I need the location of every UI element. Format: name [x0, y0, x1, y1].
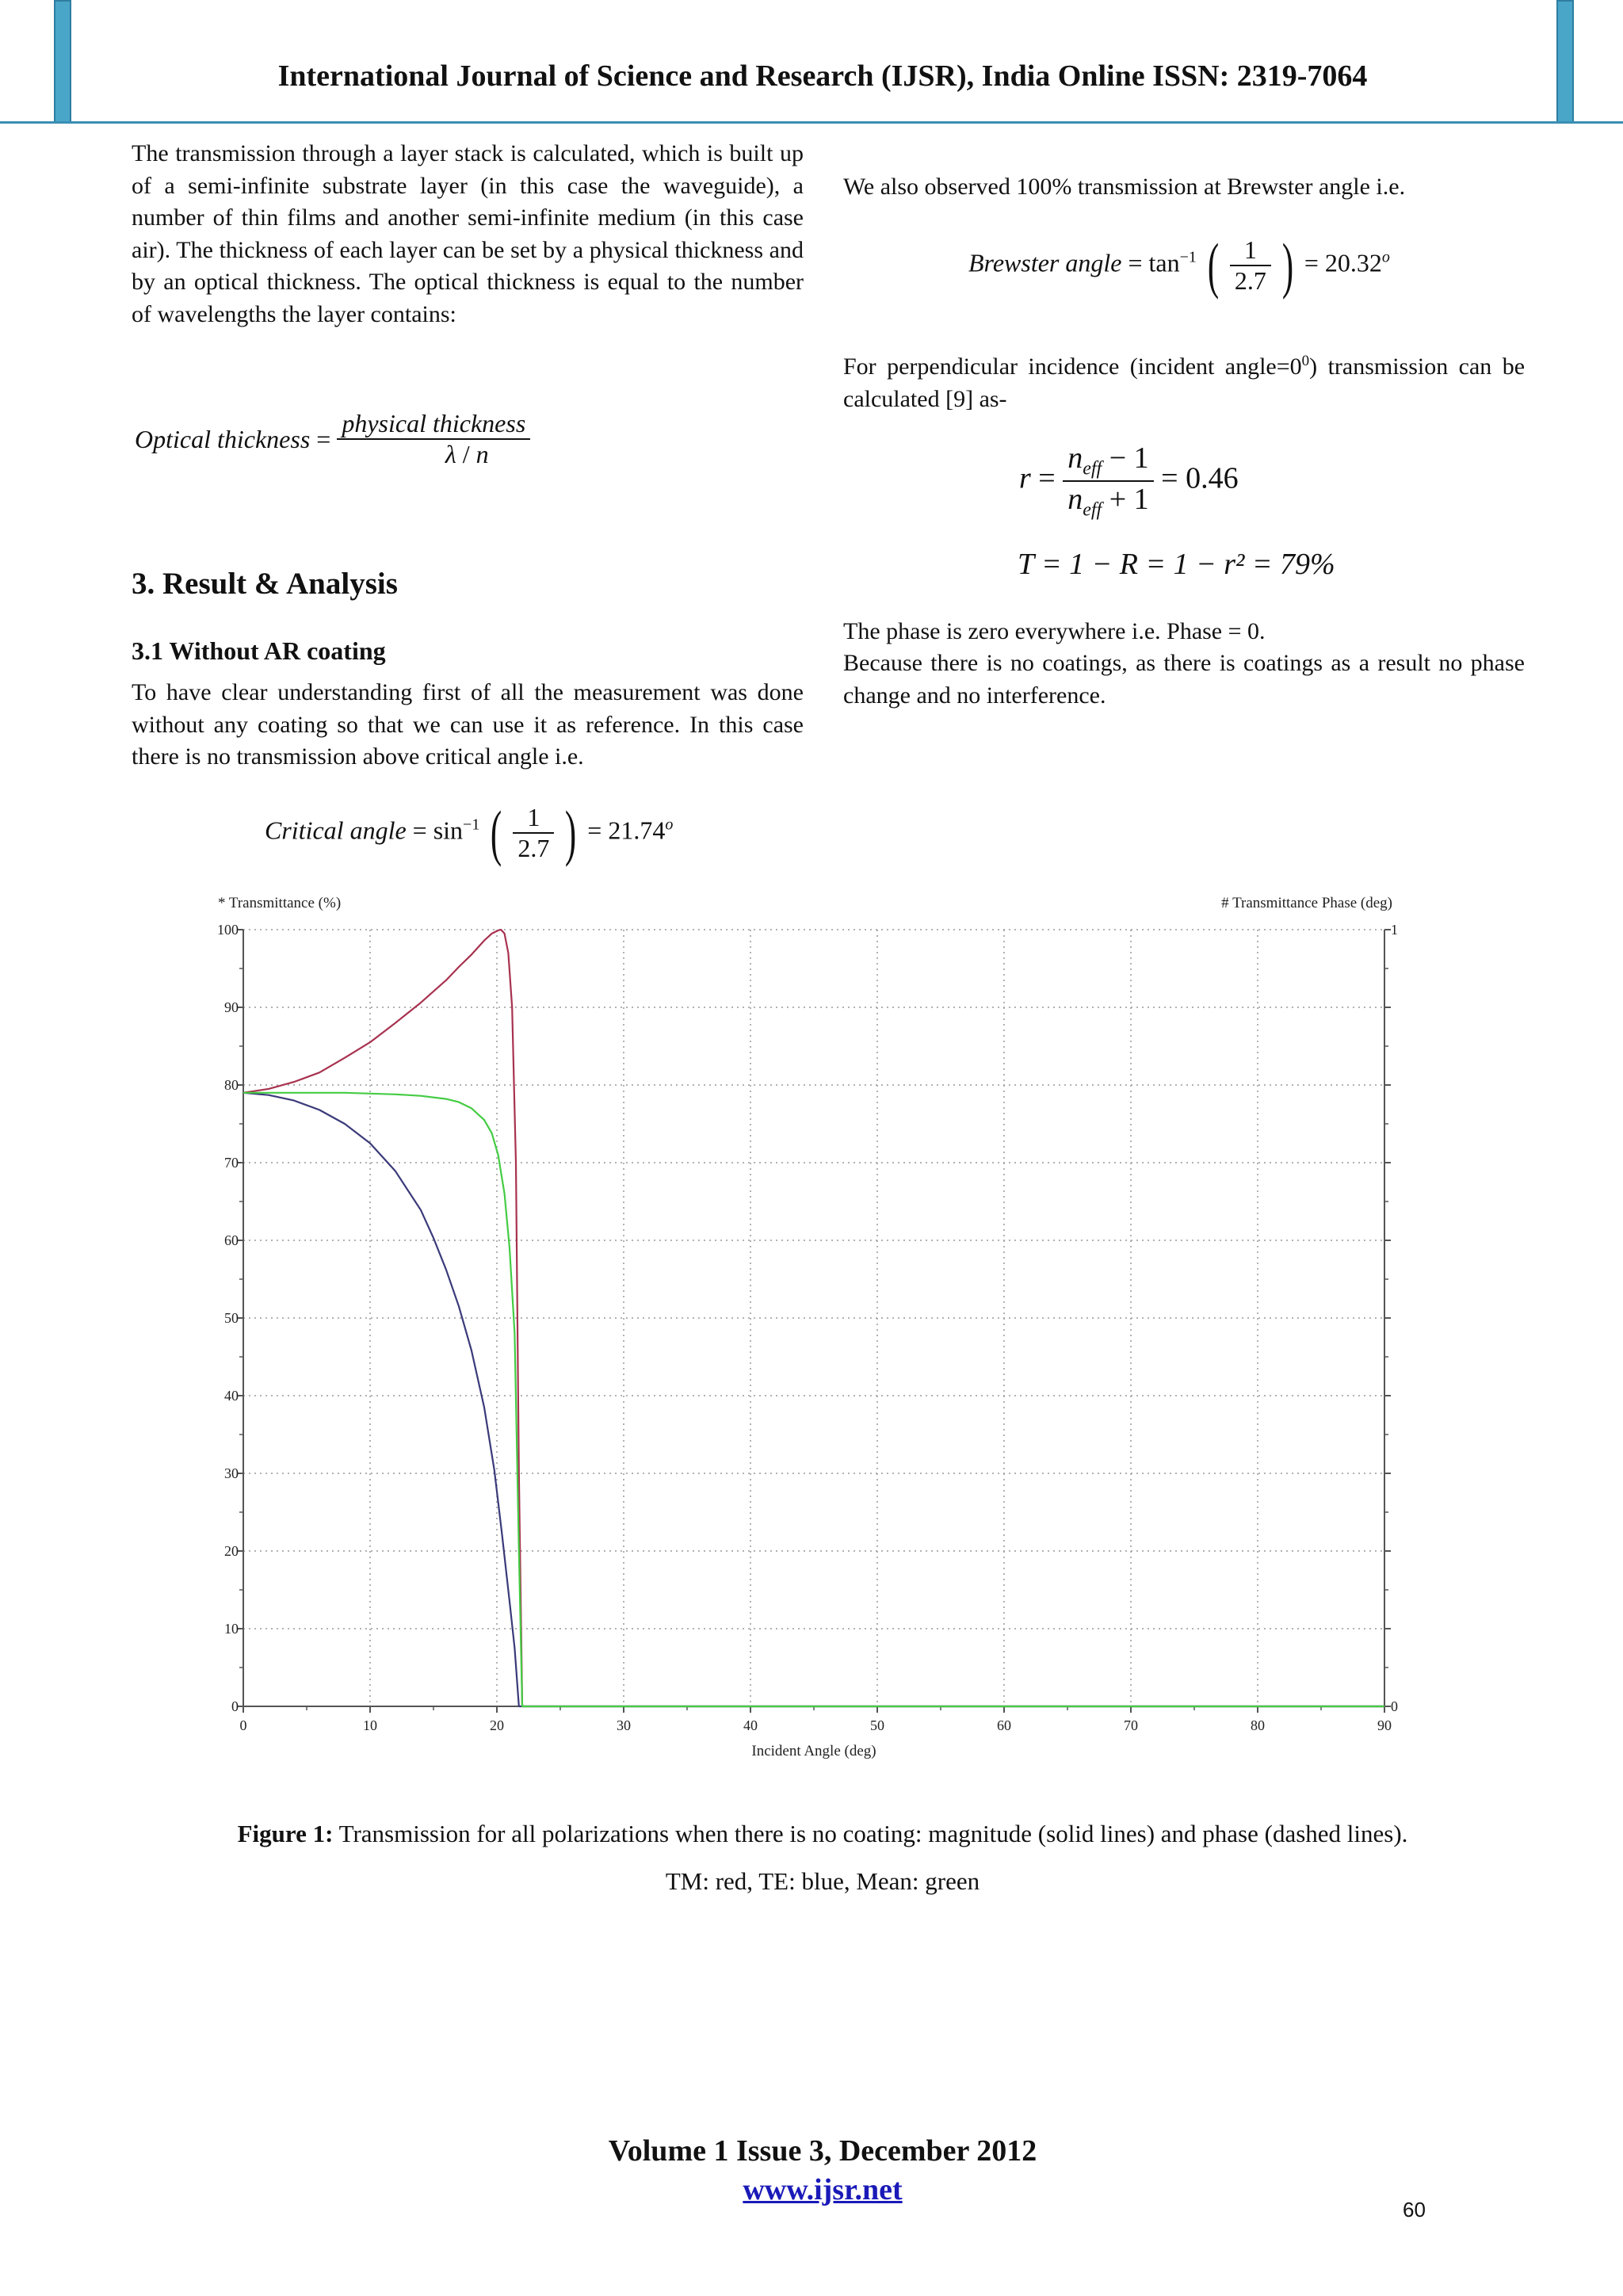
subsection-paragraph: To have clear understanding first of all the measurement was done without any coating so that we can use it as reference. In this case there is no transmission above critical angle i.e.	[132, 679, 804, 770]
y-tick-label: 20	[224, 1543, 239, 1559]
perp-intro-b: ) transmission can be calculated [9] as-	[843, 353, 1526, 412]
perp-intro-sup: 0	[1301, 353, 1310, 369]
figure-caption-label: Figure 1:	[237, 1820, 334, 1847]
critical-eq-lhs: Critical angle	[265, 816, 407, 845]
y-right-tick-label: 0	[1391, 1698, 1398, 1714]
brewster-eq-result: 20.32	[1324, 248, 1382, 277]
y-tick-label: 80	[224, 1077, 239, 1093]
footer-site-wrap	[0, 2172, 1623, 2207]
optical-thickness-equation: Optical thickness = $\frac{\text{physical thickness}}{\lambda / n}$	[135, 425, 530, 469]
brewster-eq-lhs: Brewster angle	[968, 248, 1122, 277]
footer-volume: Volume 1 Issue 3, December 2012	[608, 2134, 1037, 2168]
chart-xlabel: Incident Angle (deg)	[751, 1743, 876, 1759]
brewster-eq-exp: −1	[1179, 248, 1197, 266]
y-tick-label: 40	[224, 1388, 239, 1404]
x-tick-label: 10	[363, 1717, 377, 1733]
page-number: 60	[1403, 2198, 1426, 2222]
optical-eq-lambda: λ	[445, 440, 456, 468]
y-tick-label: 100	[217, 922, 239, 938]
r-eq-den-n: n	[1067, 482, 1083, 516]
critical-eq-sup: o	[665, 816, 674, 834]
chart-axes	[237, 930, 1391, 1713]
critical-eq-den: 2.7	[517, 834, 550, 862]
y-tick-label: 30	[224, 1465, 239, 1481]
brewster-eq-num: 1	[1230, 235, 1271, 266]
transmittance-chart	[182, 884, 1442, 1771]
r-eq-num-tail: − 1	[1109, 441, 1149, 475]
r-eq-lhs: r	[1019, 461, 1031, 495]
y-tick-label: 0	[231, 1698, 239, 1714]
brewster-eq-den: 2.7	[1234, 266, 1266, 295]
r-eq-den-tail: + 1	[1109, 482, 1149, 516]
x-tick-label: 0	[239, 1717, 247, 1733]
series-line-te	[243, 1093, 1384, 1706]
series-line-mean	[243, 1093, 1384, 1706]
x-tick-label: 40	[743, 1717, 758, 1733]
transmittance-equation: T = 1 − R = 1 − r² = 79%	[1018, 548, 1335, 581]
chart-series	[243, 930, 1384, 1706]
perpendicular-intro	[843, 346, 1525, 415]
phase-line: The phase is zero everywhere i.e. Phase = 0.	[843, 618, 1266, 644]
r-eq-num-sub: eff	[1083, 458, 1102, 479]
figure-caption	[0, 1820, 1623, 1848]
x-tick-label: 60	[997, 1717, 1011, 1733]
y-tick-label: 10	[224, 1621, 239, 1637]
intro-paragraph: The transmission through a layer stack is calculated, which is built up of a semi-infinite substrate layer (in this case the waveguide), a number of thin films and another semi-infinite medium (in this case air). The thickness of each layer can be set by a physical thickness and by an optical thickness. The optical thickness is equal to the number of wavelengths the layer contains:	[132, 140, 804, 327]
y-tick-label: 50	[224, 1310, 239, 1326]
series-line-tm	[243, 930, 1384, 1706]
brewster-eq-sup: o	[1381, 248, 1390, 266]
critical-eq-exp: −1	[463, 816, 480, 834]
x-tick-label: 20	[490, 1717, 504, 1733]
r-eq-den-sub: eff	[1083, 499, 1102, 521]
y-tick-label: 70	[224, 1155, 239, 1171]
chart-ylabel: * Transmittance (%)	[218, 895, 342, 911]
critical-angle-equation: Critical angle = $\sin^{-1}$ ( $\frac{1}{2.7}$ ) = $21.74^o$	[265, 798, 674, 867]
y-tick-label: 90	[224, 999, 239, 1015]
subsection-heading: 3.1 Without AR coating	[132, 636, 386, 665]
optical-eq-numerator: physical thickness	[337, 409, 530, 440]
chart-grid	[243, 930, 1384, 1706]
header-rule	[0, 121, 1623, 124]
chart-tick-labels	[217, 922, 1398, 1733]
x-tick-label: 70	[1124, 1717, 1138, 1733]
brewster-intro: We also observed 100% transmission at Brewster angle i.e.	[843, 174, 1406, 200]
y-tick-label: 60	[224, 1232, 239, 1248]
x-tick-label: 90	[1377, 1717, 1392, 1733]
x-tick-label: 80	[1251, 1717, 1265, 1733]
journal-title: International Journal of Science and Research (IJSR), India Online ISSN: 2319-7064	[277, 59, 1368, 93]
section-heading: 3. Result & Analysis	[132, 567, 398, 601]
r-eq-num-n: n	[1067, 441, 1083, 475]
x-tick-label: 50	[870, 1717, 884, 1733]
optical-eq-lhs: Optical thickness	[135, 425, 311, 453]
y-right-tick-label: 1	[1391, 922, 1398, 938]
perp-intro-a: For perpendicular incidence (incident angle=0	[843, 353, 1302, 380]
footer-site-link[interactable]: www.ijsr.net	[743, 2173, 903, 2206]
chart-ylabel-right: # Transmittance Phase (deg)	[1221, 895, 1392, 911]
brewster-eq-func: tan	[1148, 248, 1180, 277]
r-eq-result: 0.46	[1186, 461, 1239, 495]
figure-caption-text: Transmission for all polarizations when there is no coating: magnitude (solid lines) and phase (dashed lines).	[338, 1820, 1408, 1847]
optical-eq-n: n	[475, 440, 489, 468]
brewster-angle-equation: Brewster angle = $\tan^{-1}$ ( $\frac{1}{2.7}$ ) = $20.32^o$	[968, 231, 1390, 300]
figure-legend-line: TM: red, TE: blue, Mean: green	[665, 1867, 980, 1895]
coating-line: Because there is no coatings, as there is coatings as a result no phase change and no interference.	[843, 650, 1525, 709]
critical-eq-num: 1	[513, 803, 554, 834]
critical-eq-result: 21.74	[608, 816, 666, 845]
x-tick-label: 30	[617, 1717, 631, 1733]
reflection-coefficient-equation: r = $\frac{n_{eff} - 1}{n_{eff} + 1}$ = 0.46	[1019, 441, 1239, 521]
critical-eq-func: sin	[433, 816, 464, 845]
